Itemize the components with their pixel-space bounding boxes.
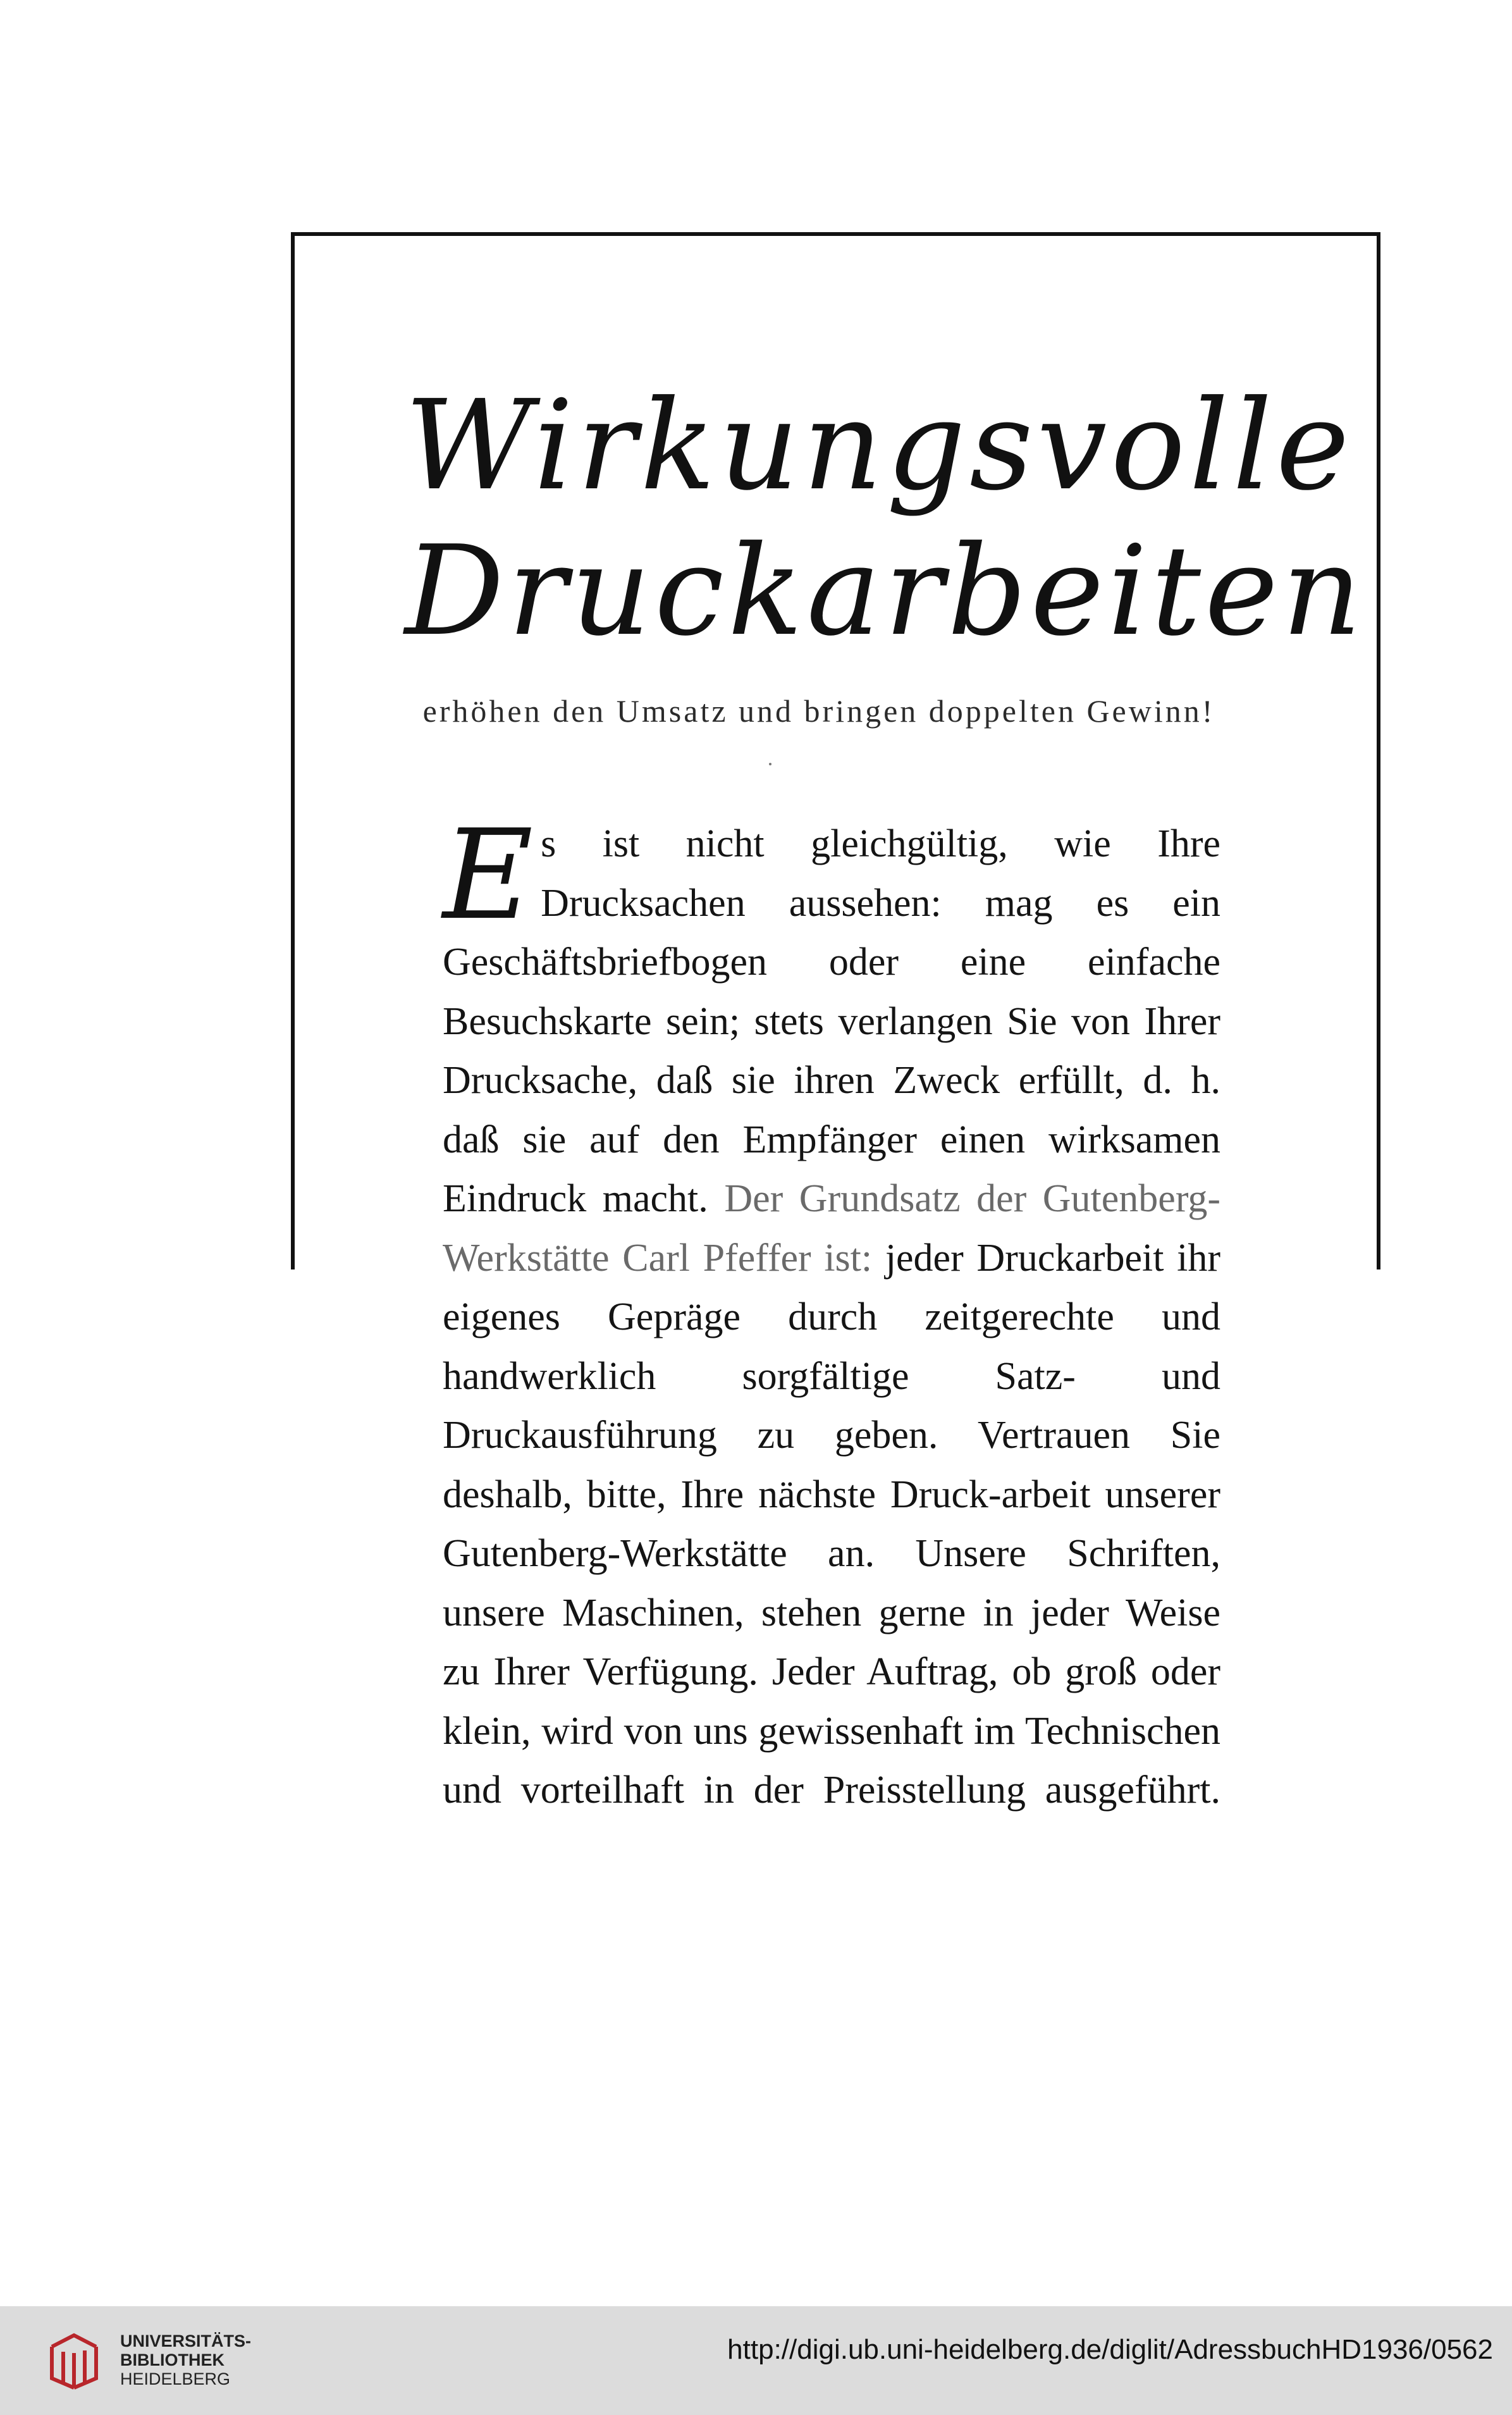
subtitle: erhöhen den Umsatz und bringen doppelten Gewinn! <box>422 693 1215 729</box>
body-text-part-1: s ist nicht gleichgültig, wie Ihre Drucksachen aussehen: mag es ein Geschäftsbriefbogen oder eine einfache Besuchskarte sein; stets verlangen Sie von Ihrer Drucksache, daß sie ihren Zweck erfüllt, d. h. daß sie auf den Empfänger einen wirksamen Eindruck macht. <box>443 822 1220 1220</box>
body-paragraph <box>443 803 1221 1820</box>
title-line-1: Wirkungsvolle <box>405 374 1353 518</box>
frame-top-border <box>291 232 1380 236</box>
body-text-part-3: jeder Druckarbeit ihr eigenes Gepräge durch zeitgerechte und handwerklich sorgfältige Satz- und Druckausführung zu geben. Vertrauen Sie deshalb, bitte, Ihre nächste Druck-arbeit unserer Gutenberg-Werkstätte an. Unsere Schriften, unsere Maschinen, stehen gerne in jeder Weise zu Ihrer Verfügung. Jeder Auftrag, ob groß oder klein, wird von uns gewissenhaft im Technischen und vorteilhaft in der Preisstellung ausgeführt. <box>443 1236 1221 1812</box>
page-title <box>405 373 1366 664</box>
frame-left-border <box>291 232 295 1269</box>
body-text-part-2: Der Grundsatz der Gutenberg-Werkstätte Carl Pfeffer ist: <box>443 1177 1220 1280</box>
library-logo-icon <box>39 2328 109 2391</box>
frame-right-border <box>1377 232 1380 1269</box>
ornament-dot <box>769 763 771 765</box>
library-name-line-1: UNIVERSITÄTS- <box>120 2332 252 2350</box>
library-name <box>120 2332 251 2388</box>
title-line-2: Druckarbeiten <box>405 519 1366 664</box>
library-name-line-3: HEIDELBERG <box>120 2369 231 2388</box>
source-url-link[interactable]: http://digi.ub.uni-heidelberg.de/diglit/AdressbuchHD1936/0562 <box>727 2334 1493 2365</box>
library-name-line-2: BIBLIOTHEK <box>120 2350 224 2369</box>
drop-cap: E <box>443 803 534 948</box>
